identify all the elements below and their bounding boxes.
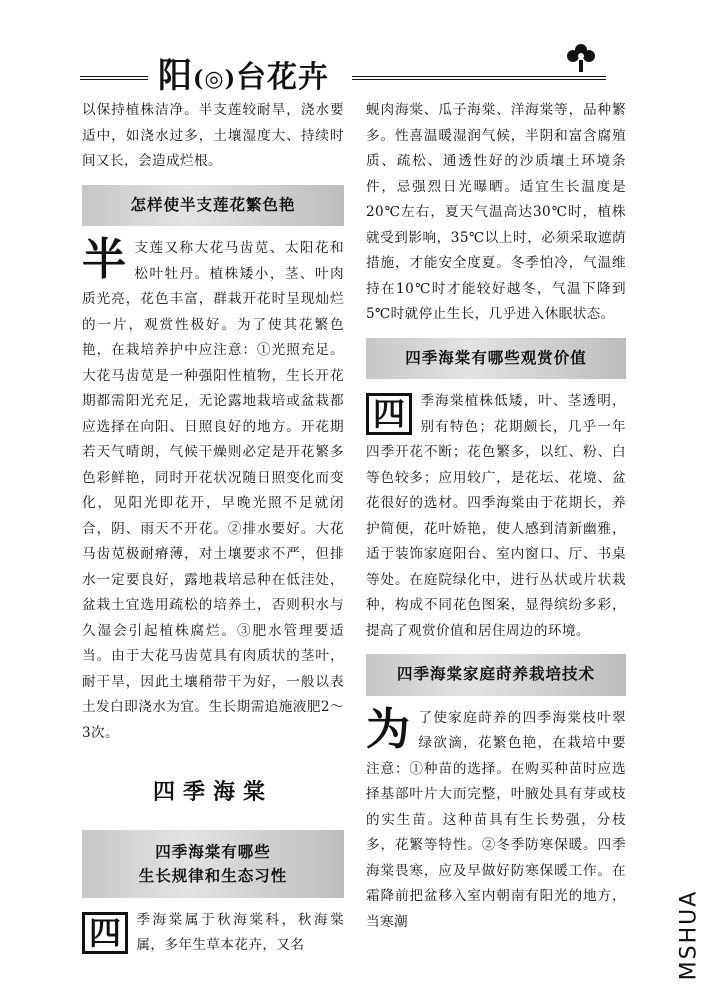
drop-cap: 为 — [366, 703, 411, 755]
flower-emblem-icon — [564, 40, 598, 74]
paragraph: 蚬肉海棠、瓜子海棠、洋海棠等，品种繁多。性喜温暖湿润气候，半阴和富含腐殖质、疏松、通透性好的沙质壤土环境条件，忌强烈日光曝晒。适宜生长温度是20℃左右，夏天气温高达30℃时，植株就受到影响，35℃以上时，必须采取遮荫措施，才能安全度夏。冬季怕冷，气温维持在10℃时才能较好越冬，气温下降到5℃时就停止生长，几乎进入休眠状态。 — [366, 102, 626, 322]
column-title-rest: 台花卉 — [236, 60, 330, 95]
left-column — [82, 98, 344, 959]
paragraph: 以保持植株洁净。半支莲较耐旱，浇水要适中，如浇水过多，土壤湿度大、持续时间又长，会造成烂根。 — [82, 102, 344, 169]
section-banner: 四季海棠有哪些观赏价值 — [366, 338, 626, 380]
page-header — [0, 40, 708, 102]
section-title: 四季海棠 — [152, 780, 273, 805]
section-banner: 四季海棠家庭莳养栽培技术 — [366, 654, 626, 696]
column-title-char: 阳 — [158, 56, 193, 96]
window-emblem-icon: (◎) — [193, 66, 237, 92]
drop-cap: 半 — [82, 234, 127, 285]
banner-line: 生长规律和生态习性 — [138, 866, 288, 885]
paragraph-text: 季海棠属于秋海棠科，秋海棠属，多年生草本花卉，又名 — [136, 911, 344, 953]
right-column — [366, 98, 626, 935]
section-banner: 怎样使半支莲花繁色艳 — [82, 185, 344, 227]
paragraph — [82, 908, 344, 959]
watermark-text: MSHUA — [676, 889, 702, 981]
column-title — [158, 48, 329, 97]
paragraph-text: 季海棠植株低矮，叶、茎透明，别有特色；花期颇长，几乎一年四季开花不断；花色繁多，以红、粉、白等色较多；应用较广，是花坛、花境、盆花很好的选材。四季海棠由于花期长，养护简便，花叶娇艳，使人感到清新幽雅，适于装饰家庭阳台、室内窗口、厅、书桌等处。在庭院绿化中，进行丛状或片状栽种，构成不同花色图案，显得缤纷多彩，提高了观赏价值和居住周边的环境。 — [366, 393, 626, 639]
section-banner — [82, 830, 344, 898]
header-rule-right — [352, 76, 606, 80]
drop-cap: 四 — [366, 393, 412, 435]
drop-cap: 四 — [82, 912, 128, 954]
paragraph — [366, 703, 626, 936]
banner-line: 四季海棠有哪些 — [155, 842, 271, 861]
paragraph — [82, 236, 344, 746]
paragraph — [366, 389, 626, 644]
header-rule-left — [80, 76, 148, 80]
watermark — [676, 880, 702, 990]
paragraph-text: 支莲又称大花马齿苋、太阳花和松叶牡丹。植株矮小，茎、叶肉质光亮，花色丰富，群栽开花时呈现灿烂的一片，观赏性极好。为了使其花繁色艳，在栽培养护中应注意：①光照充足。大花马齿苋是一种强阳性植物，生长开花期都需阳光充足，无论露地栽培或盆栽都应选择在向阳、日照良好的地方。开花期若天气晴朗，气候干燥则必定是开花繁多色彩鲜艳，同时开花状况随日照变化而变化，见阳光即花开，早晚光照不足就闭合，阴、雨天不开花。②排水要好。大花马齿苋极耐瘠薄，对土壤要求不严，但排水一定要良好，露地栽培忌种在低洼处，盆栽土宜选用疏松的培养土，否则积水与久湿会引起植株腐烂。③肥水管理要适当。由于大花马齿苋具有肉质状的茎叶，耐干旱，因此土壤稍带干为好，一般以表土发白即浇水为宜。生长期需追施液肥2～3次。 — [82, 240, 344, 741]
paragraph-text: 了使家庭莳养的四季海棠枝叶翠绿欲滴，花繁色艳，在栽培中要注意：①种苗的选择。在购买种苗时应选择基部叶片大而完整，叶腋处具有芽或枝的实生苗。这种苗具有生长势强，分枝多，花繁等特性。②冬季防寒保暖。四季海棠畏寒，应及早做好防寒保暖工作。在霜降前把盆移入室内朝南有阳光的地方，当寒潮 — [366, 709, 626, 930]
